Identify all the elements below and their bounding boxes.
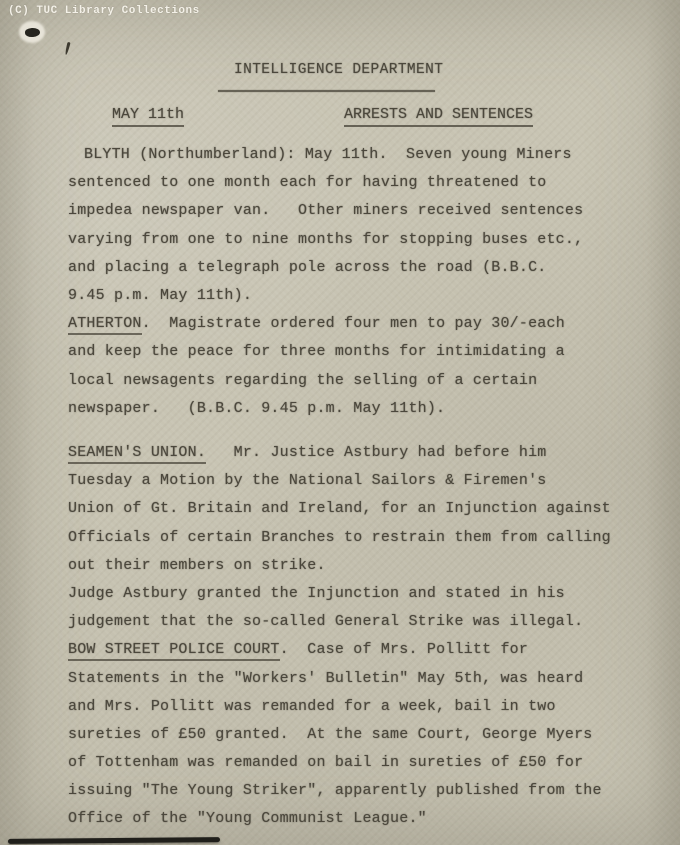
typewritten-line: SEAMEN'S UNION. Mr. Justice Astbury had before him (68, 444, 648, 472)
typewritten-line: out their members on strike. (68, 556, 326, 574)
typewritten-line: Officials of certain Branches to restrain them from calling (68, 528, 611, 546)
document-title: INTELLIGENCE DEPARTMENT (234, 62, 444, 78)
paragraph-block-2 (68, 444, 648, 839)
typewritten-line: 9.45 p.m. May 11th). (68, 286, 253, 304)
typewritten-line: and placing a telegraph pole across the road (B.B.C. (68, 258, 547, 276)
typewritten-line: newspaper. (B.B.C. 9.45 p.m. May 11th). (68, 399, 446, 417)
typewritten-line: sentenced to one month each for having threatened to (68, 174, 547, 192)
typewritten-line: Office of the "Young Communist League." (68, 810, 427, 828)
typewritten-line: of Tottenham was remanded on bail in sureties of £50 for (68, 754, 584, 772)
typewritten-line: judgement that the so-called General Strike was illegal. (68, 613, 584, 631)
typewritten-line: ATHERTON. Magistrate ordered four men to pay 30/-each (68, 315, 648, 343)
typewritten-line: Union of Gt. Britain and Ireland, for an Injunction against (68, 500, 611, 518)
typewritten-line: Statements in the "Workers' Bulletin" May 5th, was heard (68, 669, 584, 687)
typewritten-line: Tuesday a Motion by the National Sailors & Firemen's (68, 472, 547, 490)
copyright-watermark: (C) TUC Library Collections (8, 5, 200, 17)
typewritten-line: and keep the peace for three months for intimidating a (68, 343, 565, 361)
typewritten-line: Judge Astbury granted the Injunction and stated in his (68, 584, 565, 602)
scan-edge-artifact (8, 837, 220, 844)
stray-pen-mark (64, 42, 70, 55)
typewritten-line: local newsagents regarding the selling of a certain (68, 371, 538, 389)
date-heading: MAY 11th (112, 106, 184, 127)
typewritten-line: BLYTH (Northumberland): May 11th. Seven young Miners (84, 146, 572, 163)
typewritten-line: and Mrs. Pollitt was remanded for a week, bail in two (68, 697, 556, 715)
typewritten-line: impedea newspaper van. Other miners received sentences (68, 202, 584, 220)
typewritten-line: varying from one to nine months for stopping buses etc., (68, 230, 584, 248)
typewritten-line: BOW STREET POLICE COURT. Case of Mrs. Pollitt for (68, 641, 648, 669)
subject-heading: ARRESTS AND SENTENCES (344, 106, 533, 127)
typewritten-line: sureties of £50 granted. At the same Court, George Myers (68, 725, 593, 743)
typewritten-line: issuing "The Young Striker", apparently published from the (68, 782, 602, 800)
paragraph-block-1 (68, 146, 648, 428)
title-underline (218, 90, 435, 92)
